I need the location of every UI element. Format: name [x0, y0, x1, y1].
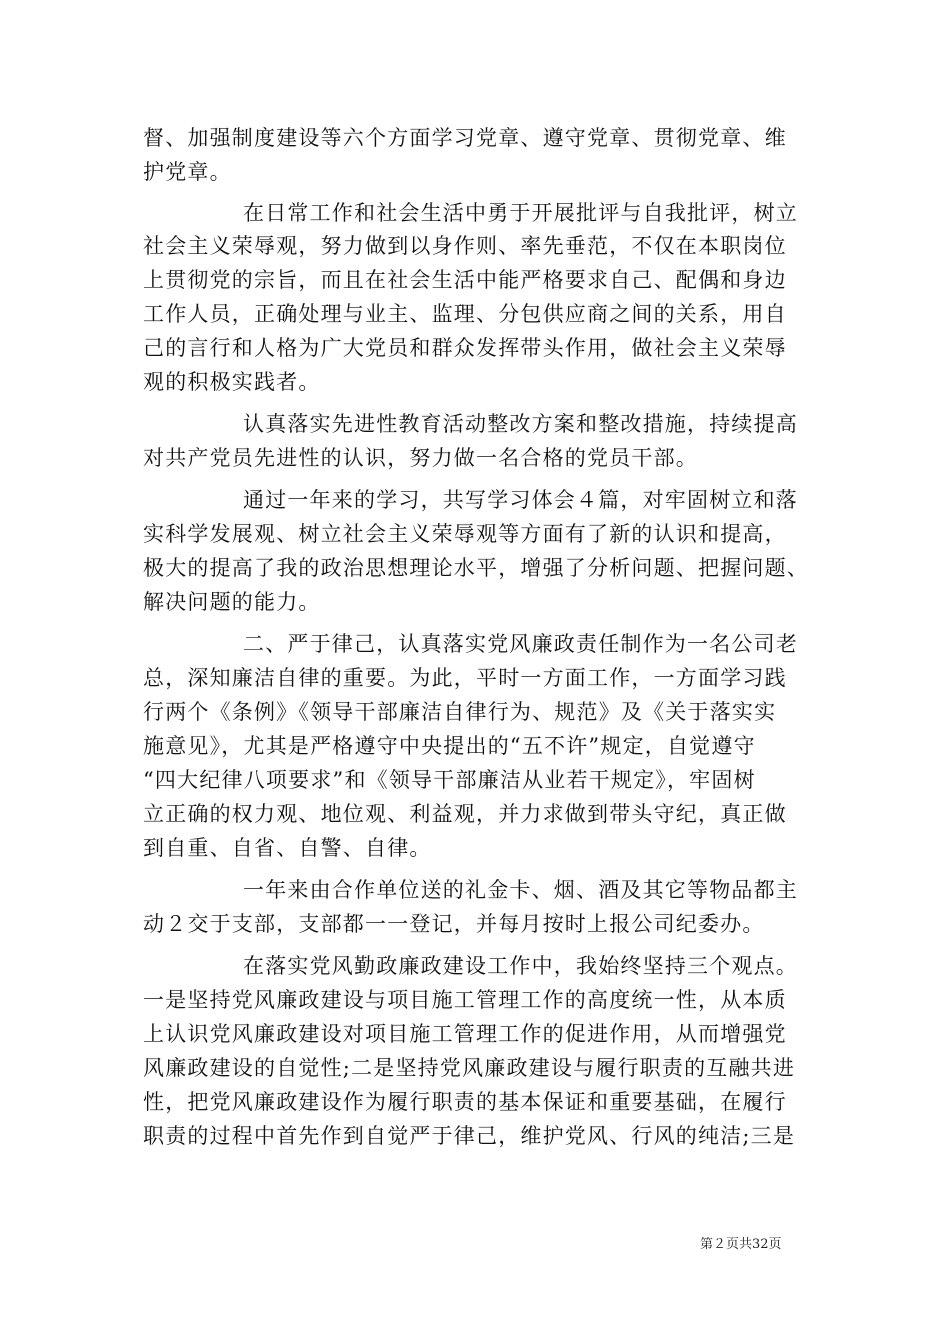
text-line: 风廉政建设的自觉性;二是坚持党风廉政建设与履行职责的互融共进 — [143, 1056, 796, 1080]
text-line: 动２交于支部，支部都一一登记，并每月按时上报公司纪委办。 — [143, 912, 765, 936]
text-line: 对共产党员先进性的认识，努力做一名合格的党员干部。 — [143, 446, 698, 470]
text-line: 职责的过程中首先作到自觉严于律己，维护党风、行风的纯洁;三是 — [143, 1124, 796, 1148]
text-line: 性，把党风廉政建设作为履行职责的基本保证和重要基础，在履行 — [143, 1090, 787, 1114]
text-line: 观的积极实践者。 — [143, 370, 321, 394]
text-line: 到自重、自省、自警、自律。 — [143, 836, 432, 860]
text-line: 督、加强制度建设等六个方面学习党章、遵守党章、贯彻党章、维 — [143, 126, 787, 150]
text-line: 立正确的权力观、地位观、利益观，并力求做到带头守纪，真正做 — [143, 802, 787, 826]
text-line: “四大纪律八项要求”和《领导干部廉洁从业若干规定》，牢固树 — [143, 768, 756, 792]
text-line: 二、严于律己，认真落实党风廉政责任制作为一名公司老 — [243, 632, 798, 656]
text-line: 一年来由合作单位送的礼金卡、烟、酒及其它等物品都主 — [243, 878, 798, 902]
text-line: 施意见》，尤其是严格遵守中央提出的“五不许”规定，自觉遵守 — [143, 734, 756, 758]
text-line: 总，深知廉洁自律的重要。为此，平时一方面工作，一方面学习践 — [143, 666, 787, 690]
text-line: 认真落实先进性教育活动整改方案和整改措施，持续提高 — [243, 412, 798, 436]
text-line: 社会主义荣辱观，努力做到以身作则、率先垂范，不仅在本职岗位 — [143, 234, 787, 258]
text-line: 在落实党风勤政廉政建设工作中，我始终坚持三个观点。 — [243, 954, 798, 978]
page-number: 第２页共32页 — [700, 1237, 782, 1252]
text-line: 行两个《条例》《领导干部廉洁自律行为、规范》及《关于落实实 — [143, 700, 777, 724]
text-line: 上贯彻党的宗旨，而且在社会生活中能严格要求自己、配偶和身边 — [143, 268, 787, 292]
text-line: 护党章。 — [143, 160, 232, 184]
text-line: 极大的提高了我的政治思想理论水平，增强了分析问题、把握问题、 — [143, 556, 809, 580]
text-line: 解决问题的能力。 — [143, 590, 321, 614]
text-line: 在日常工作和社会生活中勇于开展批评与自我批评，树立 — [243, 201, 798, 225]
text-line: 工作人员，正确处理与业主、监理、分包供应商之间的关系，用自 — [143, 302, 787, 326]
text-line: 一是坚持党风廉政建设与项目施工管理工作的高度统一性，从本质 — [143, 988, 787, 1012]
text-line: 实科学发展观、树立社会主义荣辱观等方面有了新的认识和提高， — [143, 522, 787, 546]
text-line: 己的言行和人格为广大党员和群众发挥带头作用，做社会主义荣辱 — [143, 336, 787, 360]
text-line: 上认识党风廉政建设对项目施工管理工作的促进作用，从而增强党 — [143, 1022, 787, 1046]
text-line: 通过一年来的学习，共写学习体会４篇，对牢固树立和落 — [243, 488, 798, 512]
